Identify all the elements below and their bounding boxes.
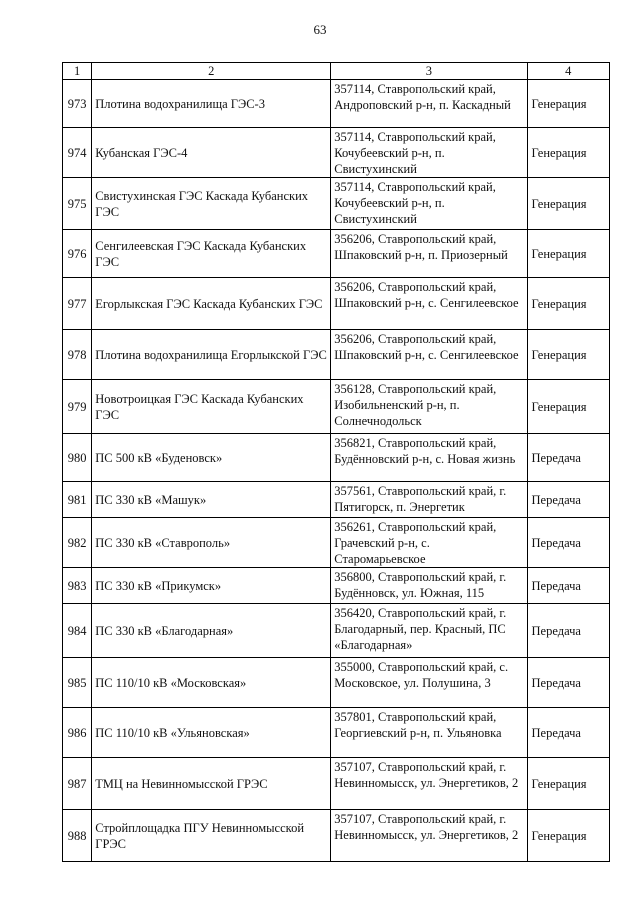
row-number: 978 [63, 330, 92, 380]
facility-type: Передача [527, 658, 609, 708]
facility-name: ПС 330 кВ «Благодарная» [92, 604, 331, 658]
page-number: 63 [313, 22, 327, 37]
row-number: 980 [63, 434, 92, 482]
facility-address: 357107, Ставропольский край, г. Невинномысск, ул. Энергетиков, 2 [331, 758, 527, 810]
facility-name: Плотина водохранилища ГЭС-3 [92, 80, 331, 128]
table-row [63, 708, 610, 758]
facility-type: Передача [527, 708, 609, 758]
facility-name: Плотина водохранилища Егорлыкской ГЭС [92, 330, 331, 380]
facility-address: 357114, Ставропольский край, Кочубеевский р-н, п. Свистухинский [331, 128, 527, 178]
row-number: 988 [63, 810, 92, 862]
table-row [63, 810, 610, 862]
table-row [63, 604, 610, 658]
facility-name: Стройплощадка ПГУ Невинномысской ГРЭС [92, 810, 331, 862]
table-row [63, 330, 610, 380]
row-number: 973 [63, 80, 92, 128]
facility-type: Передача [527, 518, 609, 568]
facility-address: 357801, Ставропольский край, Георгиевский р-н, п. Ульяновка [331, 708, 527, 758]
facility-address: 357561, Ставропольский край, г. Пятигорск, п. Энергетик [331, 482, 527, 518]
row-number: 979 [63, 380, 92, 434]
table-row [63, 278, 610, 330]
row-number: 982 [63, 518, 92, 568]
facility-type: Генерация [527, 80, 609, 128]
facility-type: Передача [527, 604, 609, 658]
facility-type: Генерация [527, 758, 609, 810]
facility-address: 357107, Ставропольский край, г. Невинномысск, ул. Энергетиков, 2 [331, 810, 527, 862]
facility-name: ПС 330 кВ «Машук» [92, 482, 331, 518]
facility-address: 355000, Ставропольский край, с. Московское, ул. Полушина, 3 [331, 658, 527, 708]
table-row [63, 482, 610, 518]
column-header: 3 [331, 63, 527, 80]
row-number: 983 [63, 568, 92, 604]
facility-type: Генерация [527, 128, 609, 178]
facility-type: Генерация [527, 178, 609, 230]
row-number: 985 [63, 658, 92, 708]
facility-name: ПС 330 кВ «Прикумск» [92, 568, 331, 604]
table-row [63, 230, 610, 278]
row-number: 981 [63, 482, 92, 518]
facility-type: Генерация [527, 230, 609, 278]
table-row [63, 80, 610, 128]
table-row [63, 518, 610, 568]
table-row [63, 178, 610, 230]
table-row [63, 128, 610, 178]
facility-address: 356206, Ставропольский край, Шпаковский р-н, с. Сенгилеевское [331, 278, 527, 330]
facility-type: Передача [527, 482, 609, 518]
facility-name: Свистухинская ГЭС Каскада Кубанских ГЭС [92, 178, 331, 230]
facility-address: 356206, Ставропольский край, Шпаковский р-н, с. Сенгилеевское [331, 330, 527, 380]
row-number: 986 [63, 708, 92, 758]
facilities-table [62, 62, 610, 862]
table-header-row [63, 63, 610, 80]
facility-name: Кубанская ГЭС-4 [92, 128, 331, 178]
row-number: 977 [63, 278, 92, 330]
facility-name: ПС 110/10 кВ «Ульяновская» [92, 708, 331, 758]
facility-address: 356261, Ставропольский край, Грачевский р-н, с. Старомарьевское [331, 518, 527, 568]
facility-address: 356128, Ставропольский край, Изобильненский р-н, п. Солнечнодольск [331, 380, 527, 434]
facility-name: Сенгилеевская ГЭС Каскада Кубанских ГЭС [92, 230, 331, 278]
row-number: 984 [63, 604, 92, 658]
facility-name: ПС 500 кВ «Буденовск» [92, 434, 331, 482]
column-header: 1 [63, 63, 92, 80]
facility-type: Генерация [527, 330, 609, 380]
facility-name: ПС 110/10 кВ «Московская» [92, 658, 331, 708]
facility-type: Передача [527, 434, 609, 482]
facility-address: 356206, Ставропольский край, Шпаковский р-н, п. Приозерный [331, 230, 527, 278]
facility-name: Егорлыкская ГЭС Каскада Кубанских ГЭС [92, 278, 331, 330]
row-number: 975 [63, 178, 92, 230]
facility-address: 357114, Ставропольский край, Кочубеевский р-н, п. Свистухинский [331, 178, 527, 230]
table-row [63, 434, 610, 482]
facility-address: 356800, Ставропольский край, г. Будённовск, ул. Южная, 115 [331, 568, 527, 604]
facility-address: 357114, Ставропольский край, Андроповский р-н, п. Каскадный [331, 80, 527, 128]
table-row [63, 658, 610, 708]
facility-type: Генерация [527, 278, 609, 330]
column-header: 4 [527, 63, 609, 80]
table-row [63, 568, 610, 604]
facility-name: ПС 330 кВ «Ставрополь» [92, 518, 331, 568]
facility-type: Генерация [527, 810, 609, 862]
column-header: 2 [92, 63, 331, 80]
row-number: 974 [63, 128, 92, 178]
facility-name: Новотроицкая ГЭС Каскада Кубанских ГЭС [92, 380, 331, 434]
table-row [63, 380, 610, 434]
facility-address: 356420, Ставропольский край, г. Благодарный, пер. Красный, ПС «Благодарная» [331, 604, 527, 658]
row-number: 976 [63, 230, 92, 278]
facility-address: 356821, Ставропольский край, Будённовский р-н, с. Новая жизнь [331, 434, 527, 482]
facility-type: Генерация [527, 380, 609, 434]
facility-type: Передача [527, 568, 609, 604]
facility-name: ТМЦ на Невинномысской ГРЭС [92, 758, 331, 810]
table-row [63, 758, 610, 810]
row-number: 987 [63, 758, 92, 810]
